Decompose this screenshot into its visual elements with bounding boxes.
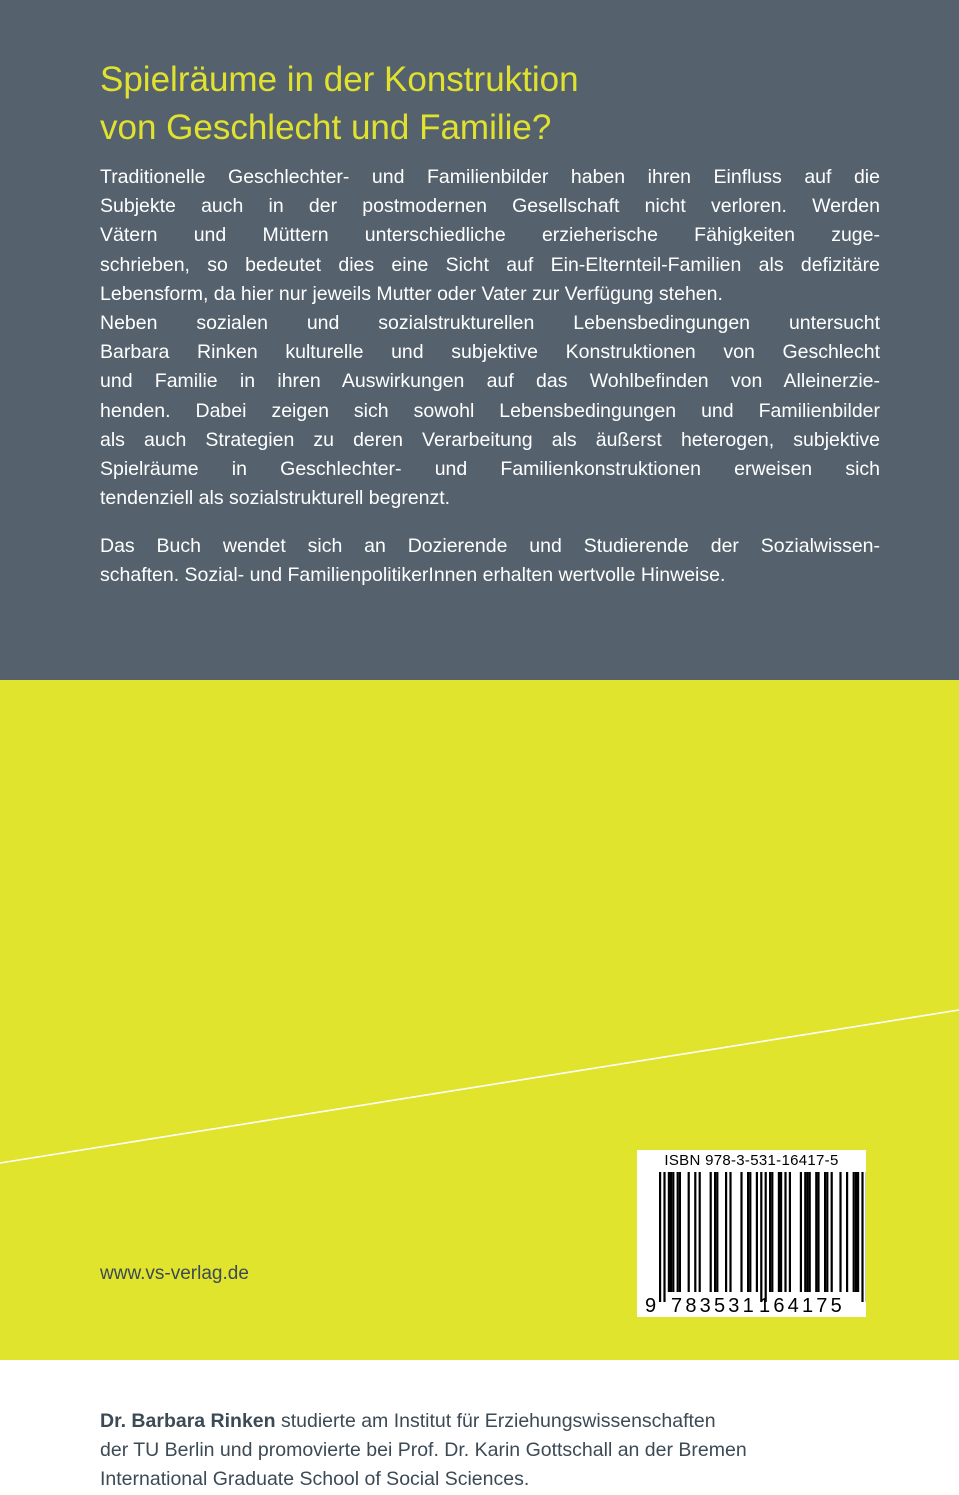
isbn-barcode xyxy=(637,1150,866,1317)
barcode-bar xyxy=(714,1172,716,1292)
barcode-bar xyxy=(670,1172,672,1292)
blurb-line: Lebensform, da hier nur jeweils Mutter oder Vater zur Verfügung stehen. xyxy=(100,280,880,309)
barcode-bar xyxy=(855,1172,857,1292)
barcode-bars xyxy=(637,1150,866,1317)
description-panel xyxy=(0,0,959,680)
barcode-bar xyxy=(815,1172,817,1292)
barcode-bar xyxy=(749,1172,751,1292)
barcode-bar xyxy=(769,1172,771,1292)
blurb-line: Spielräume in Geschlechter- und Familienkonstruktionen erweisen sich xyxy=(100,455,880,484)
audience-line: schaften. Sozial- und FamilienpolitikerInnen erhalten wertvolle Hinweise. xyxy=(100,561,880,590)
barcode-bar xyxy=(824,1172,826,1292)
author-bio-line xyxy=(100,1407,860,1436)
book-title xyxy=(100,56,920,152)
barcode-guard-bar xyxy=(861,1172,863,1302)
ean-left-group: 783531 xyxy=(671,1295,757,1318)
blurb-line: Barbara Rinken kulturelle und subjektive Konstruktionen von Geschlecht xyxy=(100,338,880,367)
barcode-bar xyxy=(677,1172,679,1292)
author-bio-line: International Graduate School of Social Sciences. xyxy=(100,1465,860,1494)
blurb-paragraph xyxy=(100,163,880,513)
barcode-bar xyxy=(780,1172,782,1292)
barcode-bar xyxy=(729,1172,731,1292)
barcode-bar xyxy=(846,1172,848,1292)
author-bio-text: studierte am Institut für Erziehungswissenschaften xyxy=(276,1410,716,1432)
blurb-line: tendenziell als sozialstrukturell begrenzt. xyxy=(100,484,880,513)
blurb-line: henden. Dabei zeigen sich sowohl Lebensbedingungen und Familienbilder xyxy=(100,397,880,426)
blurb-line: schrieben, so bedeutet dies eine Sicht auf Ein-Elternteil-Familien als defizitäre xyxy=(100,251,880,280)
barcode-bar xyxy=(756,1172,758,1292)
barcode-bar xyxy=(809,1172,811,1292)
blurb-line: als auch Strategien zu deren Verarbeitung als äußerst heterogen, subjektive xyxy=(100,426,880,455)
barcode-bar xyxy=(679,1172,681,1292)
barcode-bar xyxy=(694,1172,696,1292)
barcode-bar xyxy=(716,1172,718,1292)
barcode-bar xyxy=(804,1172,806,1292)
barcode-bar xyxy=(699,1172,701,1292)
barcode-bar xyxy=(857,1172,859,1292)
blurb-line: Subjekte auch in der postmodernen Gesellschaft nicht verloren. Werden xyxy=(100,192,880,221)
barcode-guard-bar xyxy=(659,1172,661,1302)
barcode-bar xyxy=(789,1172,791,1292)
isbn-label: ISBN 978-3-531-16417-5 xyxy=(637,1152,866,1169)
barcode-bar xyxy=(839,1172,841,1292)
author-name: Dr. Barbara Rinken xyxy=(100,1410,276,1432)
ean-right-group: 164175 xyxy=(759,1295,845,1318)
ean-digits xyxy=(637,1295,866,1317)
publisher-website: www.vs-verlag.de xyxy=(100,1262,249,1286)
audience-line: Das Buch wendet sich an Dozierende und Studierende der Sozialwissen- xyxy=(100,532,880,561)
barcode-bar xyxy=(668,1172,670,1292)
barcode-guard-bar xyxy=(765,1172,767,1302)
title-line-2: von Geschlecht und Familie? xyxy=(100,104,920,152)
ean-first-digit: 9 xyxy=(645,1295,656,1318)
blurb-line: und Familie in ihren Auswirkungen auf das Wohlbefinden von Alleinerzie- xyxy=(100,367,880,396)
diagonal-line xyxy=(0,1010,959,1163)
author-bio-line: der TU Berlin und promovierte bei Prof. Dr. Karin Gottschall an der Bremen xyxy=(100,1436,860,1465)
barcode-bar xyxy=(853,1172,855,1292)
blurb-line: Vätern und Müttern unterschiedliche erzieherische Fähigkeiten zuge- xyxy=(100,221,880,250)
barcode-bar xyxy=(817,1172,819,1292)
blurb-line: Traditionelle Geschlechter- und Familienbilder haben ihren Einfluss auf die xyxy=(100,163,880,192)
blurb-line: Neben sozialen und sozialstrukturellen Lebensbedingungen untersucht xyxy=(100,309,880,338)
barcode-bar xyxy=(710,1172,712,1292)
barcode-guard-bar xyxy=(663,1172,665,1302)
barcode-bar xyxy=(672,1172,674,1292)
barcode-bar xyxy=(831,1172,833,1292)
diagonal-divider-line xyxy=(0,1000,959,1170)
barcode-bar xyxy=(778,1172,780,1292)
barcode-guard-bar xyxy=(760,1172,762,1302)
author-bio xyxy=(100,1407,860,1495)
barcode-bar xyxy=(725,1172,727,1292)
barcode-bar xyxy=(806,1172,808,1292)
barcode-bar xyxy=(747,1172,749,1292)
barcode-bar xyxy=(826,1172,828,1292)
barcode-bar xyxy=(740,1172,742,1292)
audience-paragraph xyxy=(100,532,880,590)
barcode-bar xyxy=(784,1172,786,1292)
barcode-bar xyxy=(771,1172,773,1292)
barcode-bar xyxy=(688,1172,690,1292)
title-line-1: Spielräume in der Konstruktion xyxy=(100,56,920,104)
barcode-bar xyxy=(800,1172,802,1292)
